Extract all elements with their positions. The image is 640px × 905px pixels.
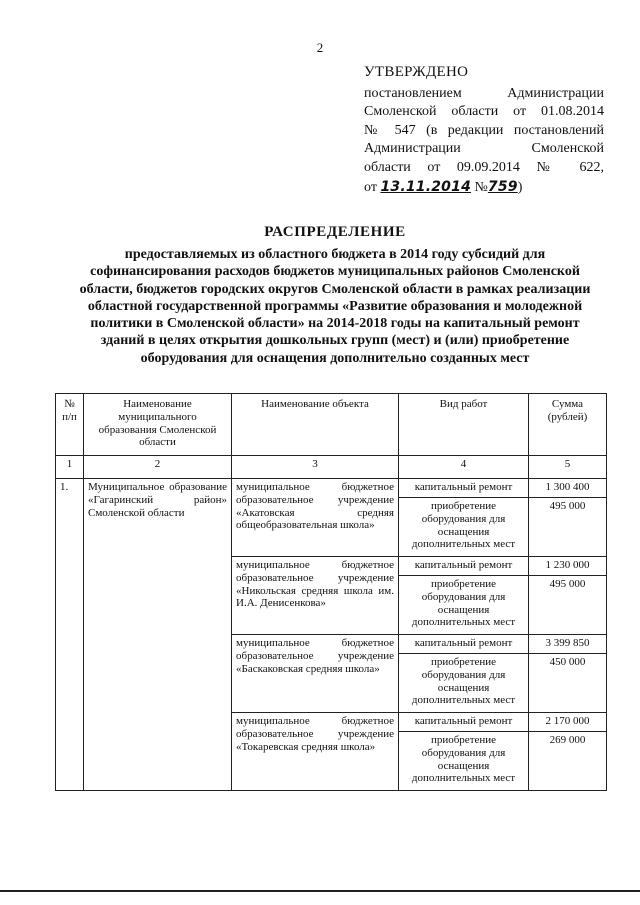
header-number: № п/п [56,394,84,456]
approval-line-1: постановлением Администрации [364,85,604,101]
work-type: приобретение оборудования для оснащения дополнительных мест [399,732,529,791]
approval-block [364,63,604,197]
approval-line-6 [364,178,604,198]
title-heading: РАСПРЕДЕЛЕНИЕ [264,224,406,240]
scan-bottom-edge [0,890,640,892]
table-header-row [56,394,607,456]
work-type: приобретение оборудования для оснащения дополнительных мест [399,576,529,635]
title-subtitle: предоставляемых из областного бюджета в 2014 году субсидий для софинансирования расходов бюджетов муниципальных районов Смоленской области, бюджетов городских округов Смоленской области в рамках реализации областной государственной программы «Развитие образования и молодежной политики в Смоленской области» на 2014-2018 годы на капитальный ремонт зданий в целях открытия дошкольных групп (мест) и (или) приобретение оборудования для оснащения дополнительно созданных мест [79,247,591,366]
column-number-row [56,456,607,479]
sum-value: 1 300 400 [529,479,607,498]
object-name: муниципальное бюджетное образовательное учреждение «Баскаковская средняя школа» [232,635,399,713]
object-name: муниципальное бюджетное образовательное учреждение «Токаревская средняя школа» [232,713,399,791]
object-name: муниципальное бюджетное образовательное учреждение «Акатовская средняя общеобразовательная школа» [232,479,399,557]
approval-line-5: области от 09.09.2014 № 622, [364,159,604,175]
header-sum: Сумма (рублей) [529,394,607,456]
column-number: 1 [56,456,84,479]
work-type: капитальный ремонт [399,713,529,732]
handwritten-number: 759 [487,178,518,195]
header-object: Наименование объекта [232,394,399,456]
work-type: капитальный ремонт [399,635,529,654]
sum-value: 2 170 000 [529,713,607,732]
column-number: 5 [529,456,607,479]
approval-heading: УТВЕРЖДЕНО [364,64,469,80]
column-number: 2 [84,456,232,479]
page-number: 2 [316,40,324,55]
approval-suffix: ) [517,179,523,195]
municipality-name: Муниципальное образование «Гагаринский район» Смоленской области [84,479,232,791]
sum-value: 495 000 [529,498,607,557]
sum-value: 495 000 [529,576,607,635]
work-type: капитальный ремонт [399,557,529,576]
approval-prefix: от [364,179,377,195]
row-number: 1. [56,479,84,791]
sum-value: 450 000 [529,654,607,713]
sum-value: 1 230 000 [529,557,607,576]
work-type: приобретение оборудования для оснащения дополнительных мест [399,498,529,557]
approval-line-4: Администрации Смоленской [364,141,604,157]
approval-line-2: Смоленской области от 01.08.2014 [364,104,604,120]
handwritten-date: 13.11.2014 [380,178,472,195]
object-name: муниципальное бюджетное образовательное учреждение «Никольская средняя школа им. И.А. Денисенкова» [232,557,399,635]
column-number: 3 [232,456,399,479]
header-municipality: Наименование муниципального образования Смоленской области [84,394,232,456]
sum-value: 3 399 850 [529,635,607,654]
work-type: капитальный ремонт [399,479,529,498]
header-work-type: Вид работ [399,394,529,456]
table-row [56,479,607,498]
distribution-table [55,393,607,791]
column-number: 4 [399,456,529,479]
approval-line-3: № 547 (в редакции постановлений [364,122,604,138]
approval-number-sign: № [474,179,488,195]
work-type: приобретение оборудования для оснащения дополнительных мест [399,654,529,713]
sum-value: 269 000 [529,732,607,791]
document-title [70,224,600,367]
